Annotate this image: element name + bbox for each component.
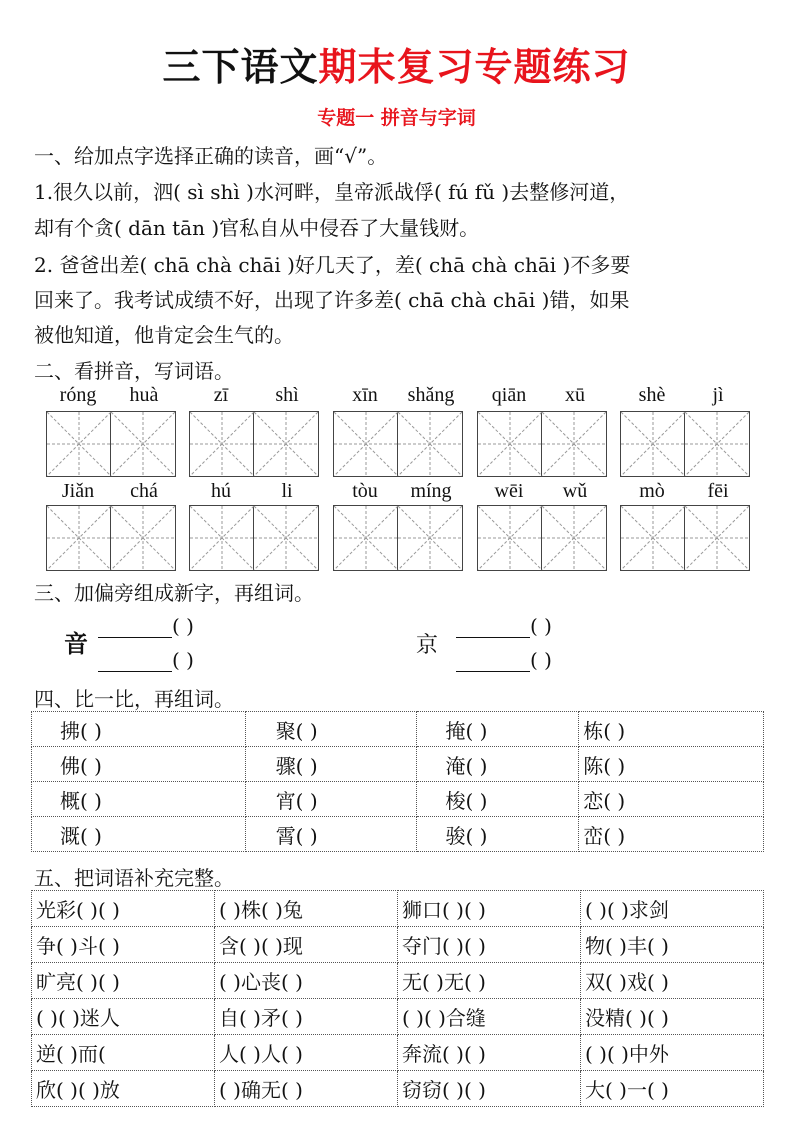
section1-line-5: 被他知道，他肯定会生气的。 (34, 323, 294, 347)
writing-cell[interactable] (190, 412, 254, 476)
writing-cell[interactable] (478, 412, 542, 476)
idiom-cell[interactable]: 夺门( )( ) (398, 927, 581, 963)
idiom-table (31, 890, 764, 1107)
idiom-cell[interactable]: 自( )矛( ) (215, 999, 398, 1035)
writing-grid (333, 411, 463, 477)
pinyin-syllable: huà (129, 384, 159, 406)
writing-cell[interactable] (254, 412, 318, 476)
compare-cell[interactable]: 栋( ) (579, 712, 764, 747)
idiom-cell[interactable]: 狮口( )( ) (398, 891, 581, 927)
idiom-cell[interactable]: 旷亮( )( ) (32, 963, 215, 999)
idiom-cell[interactable]: 无( )无( ) (398, 963, 581, 999)
pinyin-syllable: fēi (707, 480, 729, 502)
radical-char-2: 京 (416, 633, 439, 658)
table-row (32, 782, 764, 817)
idiom-cell[interactable]: ( )株( )兔 (215, 891, 398, 927)
writing-cell[interactable] (334, 412, 398, 476)
writing-grid (477, 411, 607, 477)
pinyin-syllable: shì (275, 384, 299, 406)
blank-row-1b (98, 648, 194, 672)
compare-cell[interactable]: 陈( ) (579, 747, 764, 782)
title-red: 期末复习专题练习 (318, 45, 631, 89)
idiom-cell[interactable]: 光彩( )( ) (32, 891, 215, 927)
writing-cell[interactable] (478, 506, 542, 570)
writing-grid (189, 411, 319, 477)
pinyin-syllable: hú (211, 480, 231, 502)
pinyin-syllable: wǔ (562, 480, 588, 502)
writing-cell[interactable] (190, 506, 254, 570)
table-row (32, 963, 764, 999)
writing-grid (477, 505, 607, 571)
blank-line[interactable] (456, 617, 530, 638)
writing-cell[interactable] (542, 506, 606, 570)
idiom-cell[interactable]: 奔流( )( ) (398, 1035, 581, 1071)
pinyin-syllable: jì (712, 384, 724, 406)
writing-grid (46, 505, 176, 571)
idiom-cell[interactable]: 窃窃( )( ) (398, 1071, 581, 1107)
compare-cell[interactable]: 拂( ) (32, 712, 246, 747)
compare-cell[interactable]: 骏( ) (417, 817, 579, 852)
blank-row-1a (98, 614, 194, 638)
compare-cell[interactable]: 梭( ) (417, 782, 579, 817)
section1-line-2: 却有个贪( dān tān )官私自从中侵吞了大量钱财。 (34, 216, 480, 240)
writing-cell[interactable] (254, 506, 318, 570)
section1-line-3: 2. 爸爸出差( chā chà chāi )好几天了，差( chā chà chāi )不多要 (34, 253, 631, 277)
idiom-cell[interactable]: 人( )人( ) (215, 1035, 398, 1071)
writing-grid (620, 505, 750, 571)
idiom-cell[interactable]: ( )心丧( ) (215, 963, 398, 999)
paren: ( ) (530, 648, 552, 672)
idiom-cell[interactable]: 大( )一( ) (581, 1071, 764, 1107)
idiom-cell[interactable]: ( )( )求剑 (581, 891, 764, 927)
page-title (0, 36, 793, 91)
compare-cell[interactable]: 掩( ) (417, 712, 579, 747)
paren: ( ) (172, 648, 194, 672)
idiom-cell[interactable]: 欣( )( )放 (32, 1071, 215, 1107)
pinyin-syllable: xīn (352, 384, 378, 406)
writing-cell[interactable] (334, 506, 398, 570)
table-row (32, 927, 764, 963)
pinyin-syllable: míng (410, 480, 452, 502)
writing-cell[interactable] (111, 412, 175, 476)
idiom-cell[interactable]: ( )( )中外 (581, 1035, 764, 1071)
radical-char-1: 音 (64, 629, 88, 658)
idiom-cell[interactable]: ( )确无( ) (215, 1071, 398, 1107)
compare-cell[interactable]: 概( ) (32, 782, 246, 817)
idiom-cell[interactable]: 争( )斗( ) (32, 927, 215, 963)
compare-cell[interactable]: 霄( ) (245, 817, 417, 852)
section4-heading: 四、比一比，再组词。 (34, 687, 234, 711)
compare-cell[interactable]: 聚( ) (245, 712, 417, 747)
writing-cell[interactable] (685, 506, 749, 570)
compare-cell[interactable]: 峦( ) (579, 817, 764, 852)
blank-row-2a (456, 614, 552, 638)
pinyin-syllable: wēi (494, 480, 524, 502)
compare-cell[interactable]: 溉( ) (32, 817, 246, 852)
writing-grid (620, 411, 750, 477)
writing-cell[interactable] (542, 412, 606, 476)
idiom-cell[interactable]: ( )( )迷人 (32, 999, 215, 1035)
pinyin-syllable: Jiǎn (61, 480, 95, 502)
compare-cell[interactable]: 宵( ) (245, 782, 417, 817)
idiom-cell[interactable]: 没精( )( ) (581, 999, 764, 1035)
blank-line[interactable] (98, 651, 172, 672)
pinyin-syllable: shè (638, 384, 666, 406)
page-subtitle: 专题一 拼音与字词 (317, 107, 476, 129)
writing-cell[interactable] (111, 506, 175, 570)
compare-cell[interactable]: 骤( ) (245, 747, 417, 782)
compare-table (31, 711, 764, 852)
section1-heading: 一、给加点字选择正确的读音，画“√”。 (34, 144, 388, 168)
table-row (32, 712, 764, 747)
idiom-cell[interactable]: 物( )丰( ) (581, 927, 764, 963)
section3-heading: 三、加偏旁组成新字，再组词。 (34, 581, 314, 605)
table-row (32, 891, 764, 927)
compare-cell[interactable]: 佛( ) (32, 747, 246, 782)
writing-cell[interactable] (685, 412, 749, 476)
blank-line[interactable] (456, 651, 530, 672)
writing-grid (46, 411, 176, 477)
pinyin-syllable: róng (59, 384, 97, 406)
pinyin-syllable: li (281, 480, 293, 502)
table-row (32, 1035, 764, 1071)
pinyin-syllable: tòu (352, 480, 378, 502)
writing-cell[interactable] (47, 412, 111, 476)
idiom-cell[interactable]: 逆( )而( (32, 1035, 215, 1071)
writing-grid (189, 505, 319, 571)
section5-heading: 五、把词语补充完整。 (34, 866, 234, 890)
paren: ( ) (172, 614, 194, 638)
section1-line-4: 回来了。我考试成绩不好，出现了许多差( chā chà chāi )错，如果 (34, 288, 630, 312)
section2-heading: 二、看拼音，写词语。 (34, 359, 234, 383)
pinyin-syllable: xū (565, 384, 585, 406)
table-row (32, 747, 764, 782)
compare-cell[interactable]: 淹( ) (417, 747, 579, 782)
compare-cell[interactable]: 恋( ) (579, 782, 764, 817)
writing-cell[interactable] (398, 412, 462, 476)
writing-cell[interactable] (398, 506, 462, 570)
writing-grid (333, 505, 463, 571)
table-row (32, 817, 764, 852)
paren: ( ) (530, 614, 552, 638)
title-black: 三下语文 (162, 45, 319, 89)
blank-line[interactable] (98, 617, 172, 638)
table-row (32, 1071, 764, 1107)
pinyin-syllable: mò (639, 480, 665, 502)
section1-line-1: 1.很久以前，泗( sì shì )水河畔，皇帝派战俘( fú fǔ )去整修河道， (34, 180, 630, 204)
pinyin-syllable: shǎng (407, 384, 455, 406)
table-row (32, 999, 764, 1035)
writing-cell[interactable] (621, 412, 685, 476)
pinyin-syllable: zī (213, 384, 229, 406)
idiom-cell[interactable]: ( )( )合缝 (398, 999, 581, 1035)
blank-row-2b (456, 648, 552, 672)
pinyin-syllable: qiān (491, 384, 527, 406)
writing-cell[interactable] (621, 506, 685, 570)
idiom-cell[interactable]: 含( )( )现 (215, 927, 398, 963)
pinyin-syllable: chá (130, 480, 158, 502)
idiom-cell[interactable]: 双( )戏( ) (581, 963, 764, 999)
writing-cell[interactable] (47, 506, 111, 570)
